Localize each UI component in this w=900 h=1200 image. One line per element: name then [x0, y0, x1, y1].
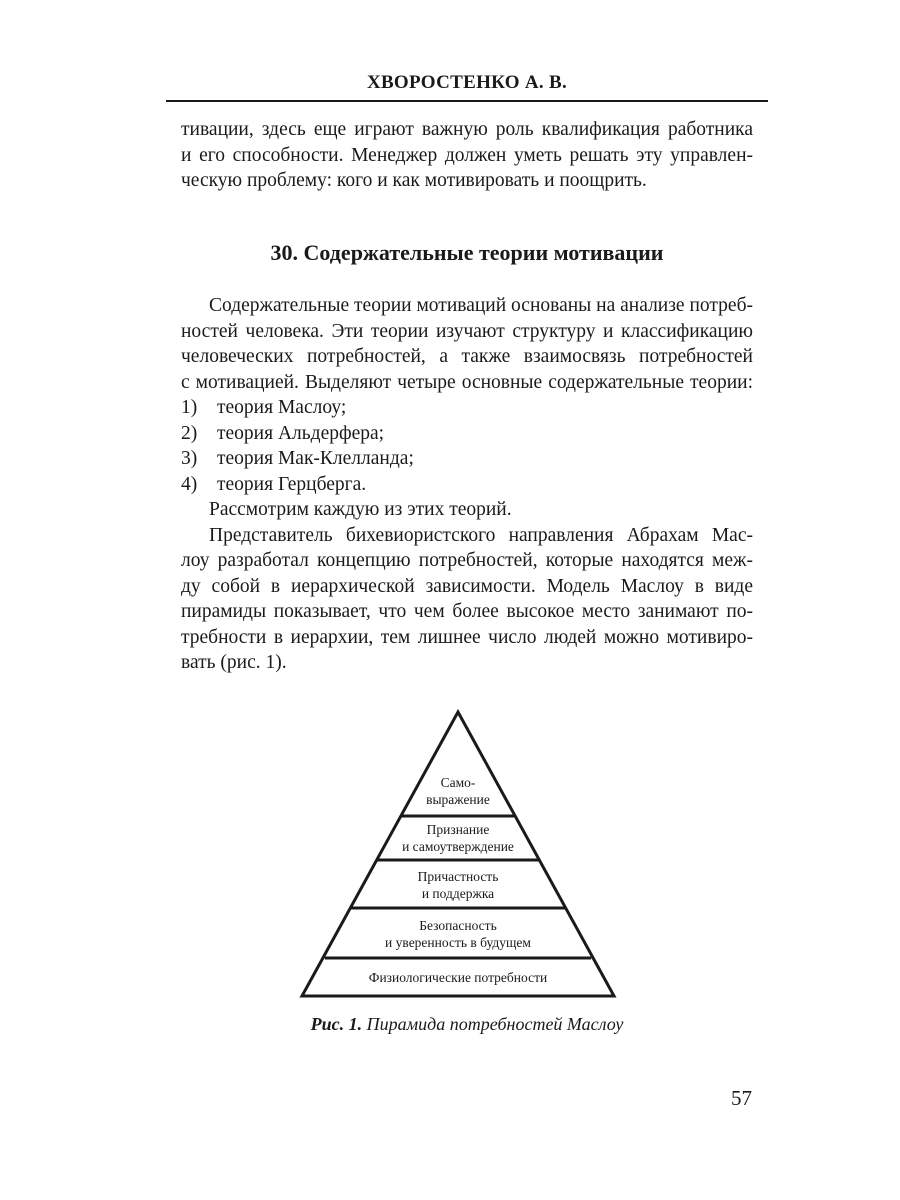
list-number: 4) — [181, 473, 198, 495]
list-text: теория Герцберга. — [217, 473, 367, 495]
level-label: и уверенность в будущем — [385, 935, 531, 950]
text-line: с мотивацией. Выделяют четыре основные содержательные теории: — [181, 371, 753, 393]
text-line: ностей человека. Эти теории изучают структуру и классификацию — [181, 320, 753, 342]
list-item — [181, 472, 753, 498]
list-number: 2) — [181, 422, 198, 444]
level-label: Признание — [426, 822, 490, 837]
figure-caption — [181, 1014, 753, 1035]
pyramid-diagram — [296, 708, 620, 1002]
intro-paragraph — [181, 117, 753, 194]
text-line: ду собой в иерархической зависимости. Модель Маслоу в виде — [181, 575, 753, 597]
text-line: Рассмотрим каждую из этих теорий. — [209, 499, 512, 520]
level-label: и самоутверждение — [402, 839, 514, 854]
text-line: пирамиды показывает, что чем более высокое место занимают по- — [181, 601, 753, 622]
text-line: тивации, здесь еще играют важную роль квалификация работника — [181, 119, 753, 140]
list-number: 3) — [181, 448, 198, 469]
level-label: Причастность — [417, 869, 499, 884]
level-label: Безопасность — [419, 918, 497, 933]
text-line: человеческих потребностей, а также взаимосвязь потребностей — [181, 346, 753, 367]
list-number: 1) — [181, 397, 198, 418]
text-line: лоу разработал концепцию потребностей, которые находятся меж- — [181, 550, 753, 571]
text-line: вать (рис. 1). — [181, 652, 287, 673]
level-label: Само- — [440, 775, 476, 790]
list-text: теория Альдерфера; — [217, 422, 385, 444]
text-line: требности в иерархии, тем лишнее число людей можно мотивиро- — [181, 626, 753, 648]
list-item — [181, 395, 753, 421]
text-line: Содержательные теории мотиваций основаны на анализе потреб- — [209, 295, 753, 316]
caption-text: Пирамида потребностей Маслоу — [362, 1014, 624, 1034]
page-number: 57 — [731, 1086, 752, 1110]
running-head: ХВОРОСТЕНКО А. В. — [366, 72, 568, 93]
list-text: теория Маслоу; — [217, 397, 347, 418]
level-label: выражение — [426, 792, 490, 807]
header-rule — [166, 100, 768, 102]
text-line: Представитель бихевиористского направления Абрахам Мас- — [209, 524, 753, 546]
level-label: и поддержка — [421, 886, 495, 901]
maslow-pyramid-figure — [296, 708, 620, 1002]
list-item — [181, 421, 753, 447]
text-line: ческую проблему: кого и как мотивировать и поощрить. — [181, 170, 647, 191]
list-item — [181, 446, 753, 472]
section-title: 30. Содержательные теории мотивации — [270, 240, 664, 265]
list-text: теория Мак-Клелланда; — [217, 448, 414, 469]
level-label: Физиологические потребности — [368, 970, 548, 985]
main-text — [181, 293, 753, 676]
pyramid-outline — [302, 712, 614, 996]
text-line: и его способности. Менеджер должен уметь решать эту управлен- — [181, 144, 753, 166]
caption-label: Рис. 1. — [310, 1014, 363, 1034]
